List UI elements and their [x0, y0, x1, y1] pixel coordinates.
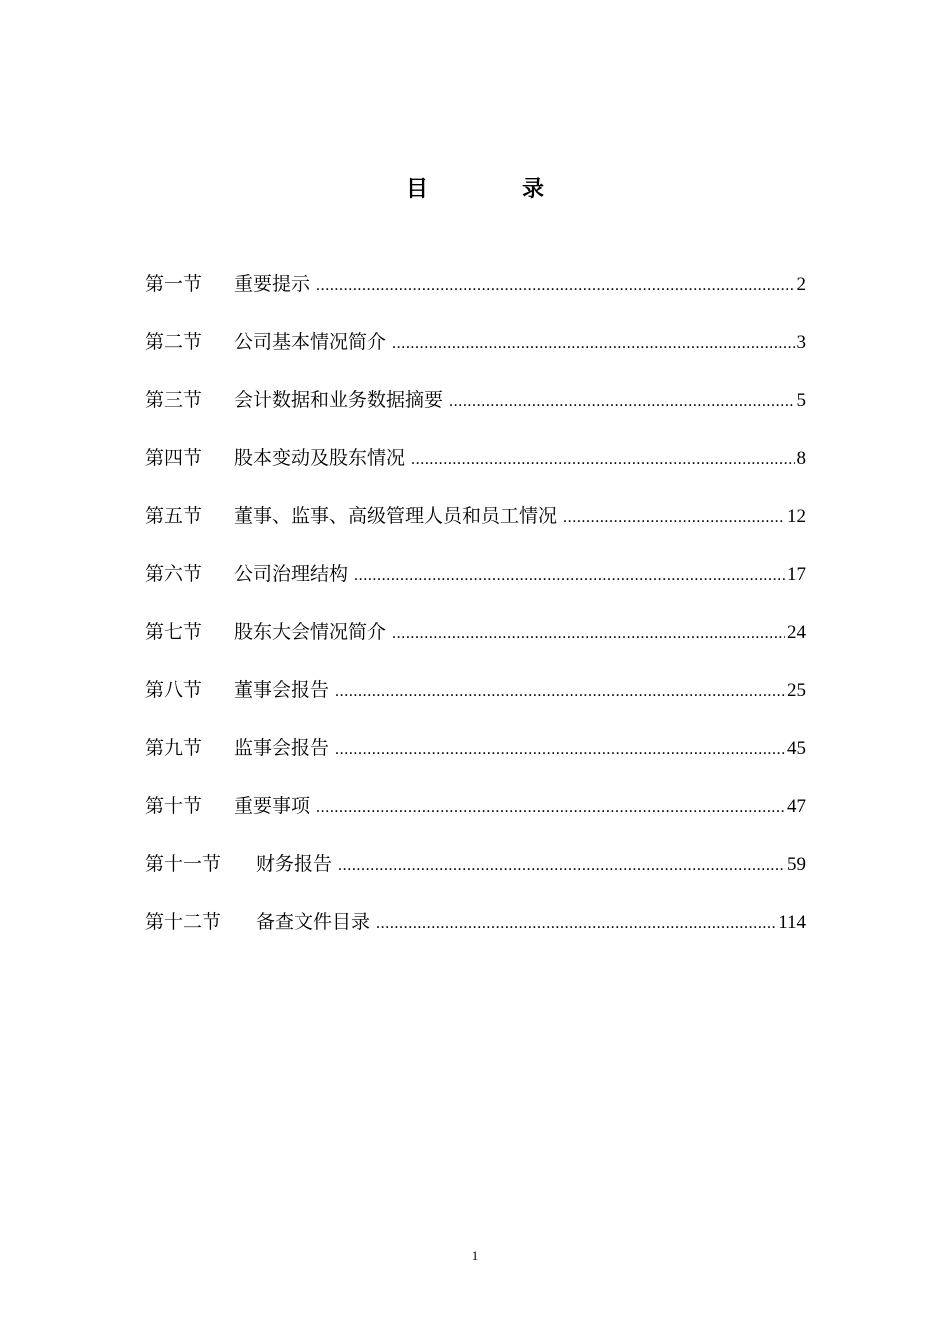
toc-page-number: 47: [787, 796, 806, 817]
toc-entry: [145, 788, 806, 846]
toc-title: 目 录: [405, 177, 580, 202]
toc-dot-leader: [411, 442, 794, 478]
toc-section-number: 第五节: [145, 505, 203, 527]
toc-dot-leader: [316, 268, 794, 304]
toc-heading: 公司基本情况简介: [234, 331, 387, 353]
toc-page-number: 8: [796, 448, 806, 469]
toc-entry: [145, 382, 806, 440]
toc-dot-leader: [338, 848, 785, 884]
toc-heading: 备查文件目录: [256, 911, 371, 933]
toc-heading: 董事会报告: [234, 679, 330, 701]
toc-heading: 监事会报告: [234, 737, 330, 759]
toc-page-number: 59: [787, 854, 806, 875]
toc-dot-leader: [376, 906, 776, 942]
toc-dot-leader: [335, 732, 785, 768]
toc-page-number: 45: [787, 738, 806, 759]
toc-section-number: 第七节: [145, 621, 203, 643]
toc-page-number: 24: [787, 622, 806, 643]
toc-section-number: 第九节: [145, 737, 203, 759]
toc-entry: [145, 904, 806, 962]
toc-page-number: 5: [796, 390, 806, 411]
toc-section-number: 第八节: [145, 679, 203, 701]
toc-section-number: 第六节: [145, 563, 203, 585]
toc-section-number: 第十节: [145, 795, 203, 817]
toc-section-number: 第十一节: [145, 853, 222, 875]
toc-entry: [145, 498, 806, 556]
toc-dot-leader: [335, 674, 785, 710]
toc-entry: [145, 846, 806, 904]
toc-entry: [145, 672, 806, 730]
toc-heading: 股东大会情况简介: [234, 621, 387, 643]
toc-dot-leader: [354, 558, 785, 594]
toc-dot-leader: [392, 616, 785, 652]
toc-dot-leader: [316, 790, 785, 826]
toc-page-number: 17: [787, 564, 806, 585]
toc-section-number: 第三节: [145, 389, 203, 411]
toc-page-number: 114: [778, 912, 806, 933]
toc-entry: [145, 266, 806, 324]
toc-dot-leader: [563, 500, 785, 536]
toc-heading: 公司治理结构: [234, 563, 349, 585]
toc-entry: [145, 324, 806, 382]
toc-entry: [145, 730, 806, 788]
toc-dot-leader: [392, 326, 794, 362]
toc-page-number: 25: [787, 680, 806, 701]
toc-heading: 会计数据和业务数据摘要: [234, 389, 444, 411]
toc-section-number: 第四节: [145, 447, 203, 469]
toc-entry: [145, 556, 806, 614]
toc-heading: 重要事项: [234, 795, 311, 817]
toc-section-number: 第一节: [145, 273, 203, 295]
toc-dot-leader: [449, 384, 794, 420]
toc-page-number: 3: [796, 332, 806, 353]
toc-heading: 董事、监事、高级管理人员和员工情况: [234, 505, 558, 527]
toc-section-number: 第二节: [145, 331, 203, 353]
toc-heading: 重要提示: [234, 273, 311, 295]
toc-page-number: 12: [787, 506, 806, 527]
toc-heading: 股本变动及股东情况: [234, 447, 406, 469]
toc-entry: [145, 614, 806, 672]
toc-section-number: 第十二节: [145, 911, 222, 933]
toc-page-number: 2: [796, 274, 806, 295]
page-number: 1: [471, 1248, 479, 1263]
toc-heading: 财务报告: [256, 853, 333, 875]
toc-list: [145, 266, 806, 962]
toc-entry: [145, 440, 806, 498]
